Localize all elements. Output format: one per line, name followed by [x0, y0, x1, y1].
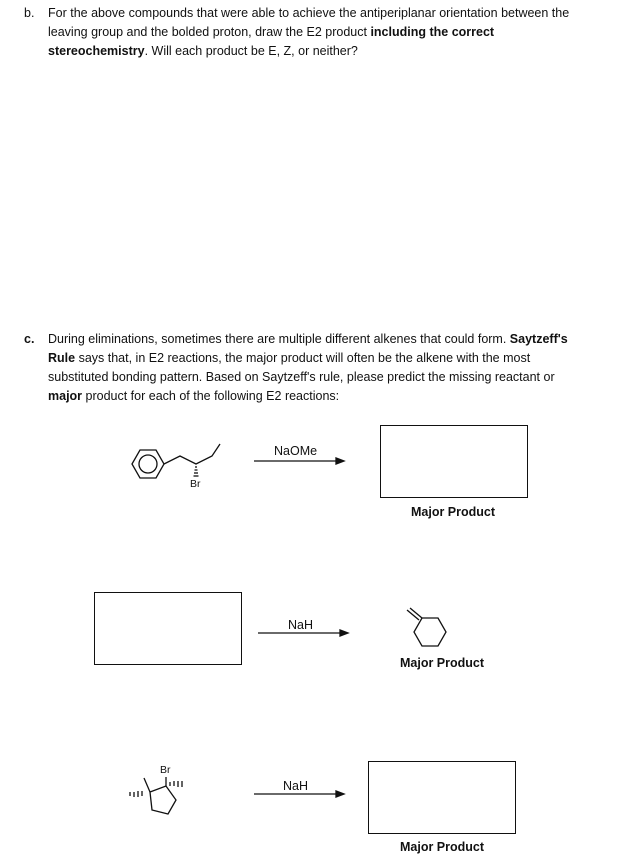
question-b-marker: b.	[24, 6, 35, 20]
question-b-line1: For the above compounds that were able to achieve the antiperiplanar orientation between the	[48, 6, 570, 20]
aromatic-circle	[139, 455, 157, 473]
reagent-1: NaOMe	[274, 444, 318, 458]
product-label-2: Major Product	[400, 656, 485, 670]
product-label-3: Major Product	[400, 840, 485, 854]
leaving-group-br-1: Br	[190, 478, 201, 490]
reactant-box-2[interactable]	[94, 592, 242, 665]
reaction-arrow-1	[254, 456, 344, 466]
question-c-line3: substituted bonding pattern. Based on Saytzeff's rule, please predict the missing reactant or	[48, 370, 555, 384]
question-b-line2-bold: including the correct	[370, 25, 495, 39]
question-b-line3: . Will each product be E, Z, or neither?	[144, 44, 358, 58]
product-2-structure	[400, 604, 460, 654]
reactant-3-structure	[120, 762, 200, 832]
exocyclic-double-bond	[410, 608, 422, 618]
reactant-1-structure	[128, 436, 228, 496]
reagent-2: NaH	[288, 618, 314, 632]
question-c-marker: c.	[24, 332, 35, 346]
reaction-arrow-2	[258, 628, 348, 638]
question-c-line4-bold: major	[48, 389, 83, 403]
benzene-ring	[132, 450, 164, 478]
question-c-line2: says that, in E2 reactions, the major product will often be the alkene with the most	[75, 351, 531, 365]
product-box-1[interactable]	[380, 425, 528, 498]
question-b-line3-bold: stereochemistry	[48, 44, 145, 58]
cyclopentane-ring	[150, 786, 176, 814]
question-b-line2: leaving group and the bolded proton, draw the E2 product	[48, 25, 371, 39]
reagent-3: NaH	[283, 779, 309, 793]
leaving-group-br-3: Br	[160, 764, 171, 776]
reaction-arrow-3	[254, 789, 344, 799]
question-c-line1-bold: Saytzeff's	[509, 332, 568, 346]
product-box-3[interactable]	[368, 761, 516, 834]
cyclohexane-ring	[414, 618, 446, 646]
product-label-1: Major Product	[411, 505, 496, 519]
question-c-line4: product for each of the following E2 reactions:	[82, 389, 340, 403]
question-c-line1: During eliminations, sometimes there are multiple different alkenes that could form.	[48, 332, 510, 346]
alkyl-chain	[164, 444, 220, 464]
question-c-line2-bold: Rule	[48, 351, 76, 365]
